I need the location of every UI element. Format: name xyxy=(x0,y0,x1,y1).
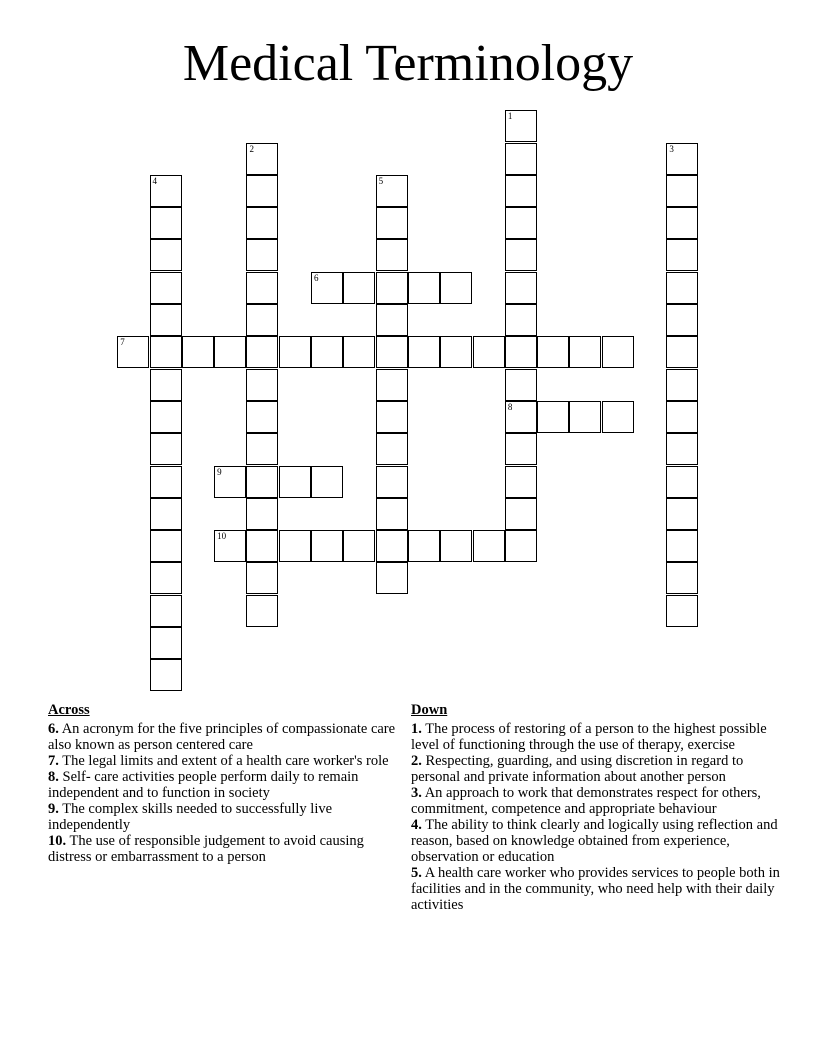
clue-text: An approach to work that demonstrates respect for others, commitment, competence and appropriate behaviour xyxy=(411,785,761,817)
crossword-cell[interactable] xyxy=(666,562,698,594)
crossword-cell[interactable] xyxy=(246,304,278,336)
crossword-cell[interactable] xyxy=(117,336,149,368)
cell-number: 7 xyxy=(120,337,125,348)
crossword-cell[interactable] xyxy=(505,466,537,498)
crossword-cell[interactable] xyxy=(214,530,246,562)
crossword-cell[interactable] xyxy=(666,239,698,271)
crossword-cell[interactable] xyxy=(408,530,440,562)
crossword-cell[interactable] xyxy=(376,304,408,336)
clue-number: 4. xyxy=(411,817,422,833)
crossword-cell[interactable] xyxy=(182,336,214,368)
clue-text: Self- care activities people perform daily to remain independent and to function in society xyxy=(48,769,359,801)
crossword-cell[interactable] xyxy=(666,207,698,239)
across-clue-7 xyxy=(48,753,408,769)
crossword-cell[interactable] xyxy=(440,272,472,304)
crossword-cell[interactable] xyxy=(343,336,375,368)
crossword-cell[interactable] xyxy=(150,336,182,368)
crossword-cell[interactable] xyxy=(150,401,182,433)
crossword-cell[interactable] xyxy=(246,562,278,594)
across-clue-6 xyxy=(48,721,408,753)
crossword-cell[interactable] xyxy=(505,369,537,401)
crossword-cell[interactable] xyxy=(537,336,569,368)
crossword-cell[interactable] xyxy=(473,336,505,368)
crossword-cell[interactable] xyxy=(408,272,440,304)
down-clues xyxy=(411,702,781,913)
crossword-cell[interactable] xyxy=(666,336,698,368)
crossword-cell[interactable] xyxy=(150,239,182,271)
clue-number: 9. xyxy=(48,801,59,817)
clue-number: 8. xyxy=(48,769,59,785)
crossword-cell[interactable] xyxy=(246,433,278,465)
clue-text: The complex skills needed to successfully live independently xyxy=(48,801,333,833)
crossword-cell[interactable] xyxy=(311,530,343,562)
crossword-cell[interactable] xyxy=(376,207,408,239)
clue-number: 3. xyxy=(411,785,422,801)
crossword-cell[interactable] xyxy=(408,336,440,368)
cell-number: 8 xyxy=(507,401,513,412)
crossword-cell[interactable] xyxy=(666,498,698,530)
cell-number: 6 xyxy=(314,272,319,283)
cell-number: 4 xyxy=(152,175,158,186)
crossword-cell[interactable] xyxy=(376,401,408,433)
across-clue-9 xyxy=(48,801,408,833)
crossword-cell[interactable] xyxy=(376,466,408,498)
crossword-cell[interactable] xyxy=(279,530,311,562)
down-clue-1 xyxy=(411,721,781,753)
cell-number: 2 xyxy=(249,143,254,154)
crossword-cell[interactable] xyxy=(279,336,311,368)
crossword-cell[interactable] xyxy=(666,401,698,433)
crossword-cell[interactable] xyxy=(505,207,537,239)
crossword-cell[interactable] xyxy=(376,369,408,401)
crossword-cell[interactable] xyxy=(666,143,698,175)
crossword-cell[interactable] xyxy=(376,272,408,304)
crossword-cell[interactable] xyxy=(376,498,408,530)
crossword-cell[interactable] xyxy=(376,433,408,465)
crossword-cell[interactable] xyxy=(150,498,182,530)
crossword-cell[interactable] xyxy=(505,336,537,368)
crossword-cell[interactable] xyxy=(666,466,698,498)
crossword-cell[interactable] xyxy=(150,433,182,465)
crossword-cell[interactable] xyxy=(376,336,408,368)
clue-number: 5. xyxy=(411,865,422,881)
crossword-cell[interactable] xyxy=(279,466,311,498)
clue-text: Respecting, guarding, and using discretion in regard to personal and private information about another person xyxy=(411,753,744,785)
crossword-cell[interactable] xyxy=(666,272,698,304)
crossword-cell[interactable] xyxy=(666,369,698,401)
clue-number: 10. xyxy=(48,833,67,849)
crossword-cell[interactable] xyxy=(602,336,634,368)
clue-number: 1. xyxy=(411,721,422,737)
crossword-cell[interactable] xyxy=(666,175,698,207)
crossword-cell[interactable] xyxy=(505,110,537,142)
clue-text: The legal limits and extent of a health care worker's role xyxy=(62,753,389,769)
crossword-cell[interactable] xyxy=(150,369,182,401)
crossword-cell[interactable] xyxy=(666,433,698,465)
crossword-cell[interactable] xyxy=(505,175,537,207)
down-clue-4 xyxy=(411,817,781,865)
down-clue-5 xyxy=(411,865,781,913)
crossword-cell[interactable] xyxy=(505,498,537,530)
crossword-cell[interactable] xyxy=(246,272,278,304)
down-clue-2 xyxy=(411,753,781,785)
cell-number: 10 xyxy=(217,531,227,542)
crossword-cell[interactable] xyxy=(376,239,408,271)
cell-number: 9 xyxy=(217,466,222,477)
cell-number: 1 xyxy=(507,111,513,122)
crossword-cell[interactable] xyxy=(246,336,278,368)
page-title: Medical Terminology xyxy=(182,35,634,92)
crossword-cell[interactable] xyxy=(505,304,537,336)
crossword-cell[interactable] xyxy=(505,401,537,433)
across-clues xyxy=(48,702,408,865)
clue-text: A health care worker who provides services to people both in facilities and in the community, who need help with their daily activities xyxy=(411,865,780,913)
crossword-cell[interactable] xyxy=(666,530,698,562)
clue-number: 6. xyxy=(48,721,59,737)
down-clue-3 xyxy=(411,785,781,817)
crossword-cell[interactable] xyxy=(150,562,182,594)
crossword-cell[interactable] xyxy=(537,401,569,433)
crossword-cell[interactable] xyxy=(150,304,182,336)
crossword-cell[interactable] xyxy=(150,175,182,207)
crossword-cell[interactable] xyxy=(602,401,634,433)
crossword-cell[interactable] xyxy=(376,530,408,562)
crossword-cell[interactable] xyxy=(666,304,698,336)
crossword-cell[interactable] xyxy=(150,530,182,562)
crossword-cell[interactable] xyxy=(150,627,182,659)
crossword-cell[interactable] xyxy=(246,239,278,271)
crossword-cell[interactable] xyxy=(343,272,375,304)
across-heading: Across xyxy=(48,702,90,718)
crossword-cell[interactable] xyxy=(343,530,375,562)
crossword-cell[interactable] xyxy=(376,562,408,594)
clue-text: The use of responsible judgement to avoid causing distress or embarrassment to a person xyxy=(48,833,364,865)
clue-text: An acronym for the five principles of compassionate care also known as person centered care xyxy=(48,721,396,753)
crossword-cell[interactable] xyxy=(505,433,537,465)
across-clue-8 xyxy=(48,769,408,801)
crossword-cell[interactable] xyxy=(246,207,278,239)
clue-text: The ability to think clearly and logically using reflection and reason, based on knowledge obtained from experience, observation or education xyxy=(411,817,778,865)
crossword-cell[interactable] xyxy=(569,336,601,368)
crossword-cell[interactable] xyxy=(311,272,343,304)
clue-number: 2. xyxy=(411,753,422,769)
crossword-cell[interactable] xyxy=(473,530,505,562)
crossword-cell[interactable] xyxy=(311,466,343,498)
crossword-cell[interactable] xyxy=(150,272,182,304)
across-clue-10 xyxy=(48,833,408,865)
crossword-cell[interactable] xyxy=(440,336,472,368)
crossword-cell[interactable] xyxy=(505,239,537,271)
crossword-cell[interactable] xyxy=(376,175,408,207)
crossword-cell[interactable] xyxy=(505,272,537,304)
crossword-cell[interactable] xyxy=(246,466,278,498)
crossword-cell[interactable] xyxy=(150,466,182,498)
crossword-cell[interactable] xyxy=(246,143,278,175)
crossword-cell[interactable] xyxy=(311,336,343,368)
crossword-cell[interactable] xyxy=(246,498,278,530)
crossword-cell[interactable] xyxy=(246,530,278,562)
crossword-cell[interactable] xyxy=(246,595,278,627)
crossword-cell[interactable] xyxy=(246,369,278,401)
crossword-cell[interactable] xyxy=(214,336,246,368)
crossword-cell[interactable] xyxy=(666,595,698,627)
crossword-cell[interactable] xyxy=(150,659,182,691)
crossword-cell[interactable] xyxy=(246,175,278,207)
crossword-cell[interactable] xyxy=(505,530,537,562)
clue-text: The process of restoring of a person to the highest possible level of functioning through the use of therapy, exercise xyxy=(411,721,767,753)
crossword-cell[interactable] xyxy=(150,595,182,627)
crossword-cell[interactable] xyxy=(569,401,601,433)
down-heading: Down xyxy=(411,702,448,718)
cell-number: 5 xyxy=(378,175,384,186)
crossword-cell[interactable] xyxy=(214,466,246,498)
cell-number: 3 xyxy=(669,143,674,154)
crossword-cell[interactable] xyxy=(505,143,537,175)
crossword-cell[interactable] xyxy=(440,530,472,562)
clue-number: 7. xyxy=(48,753,59,769)
crossword-cell[interactable] xyxy=(150,207,182,239)
crossword-cell[interactable] xyxy=(246,401,278,433)
